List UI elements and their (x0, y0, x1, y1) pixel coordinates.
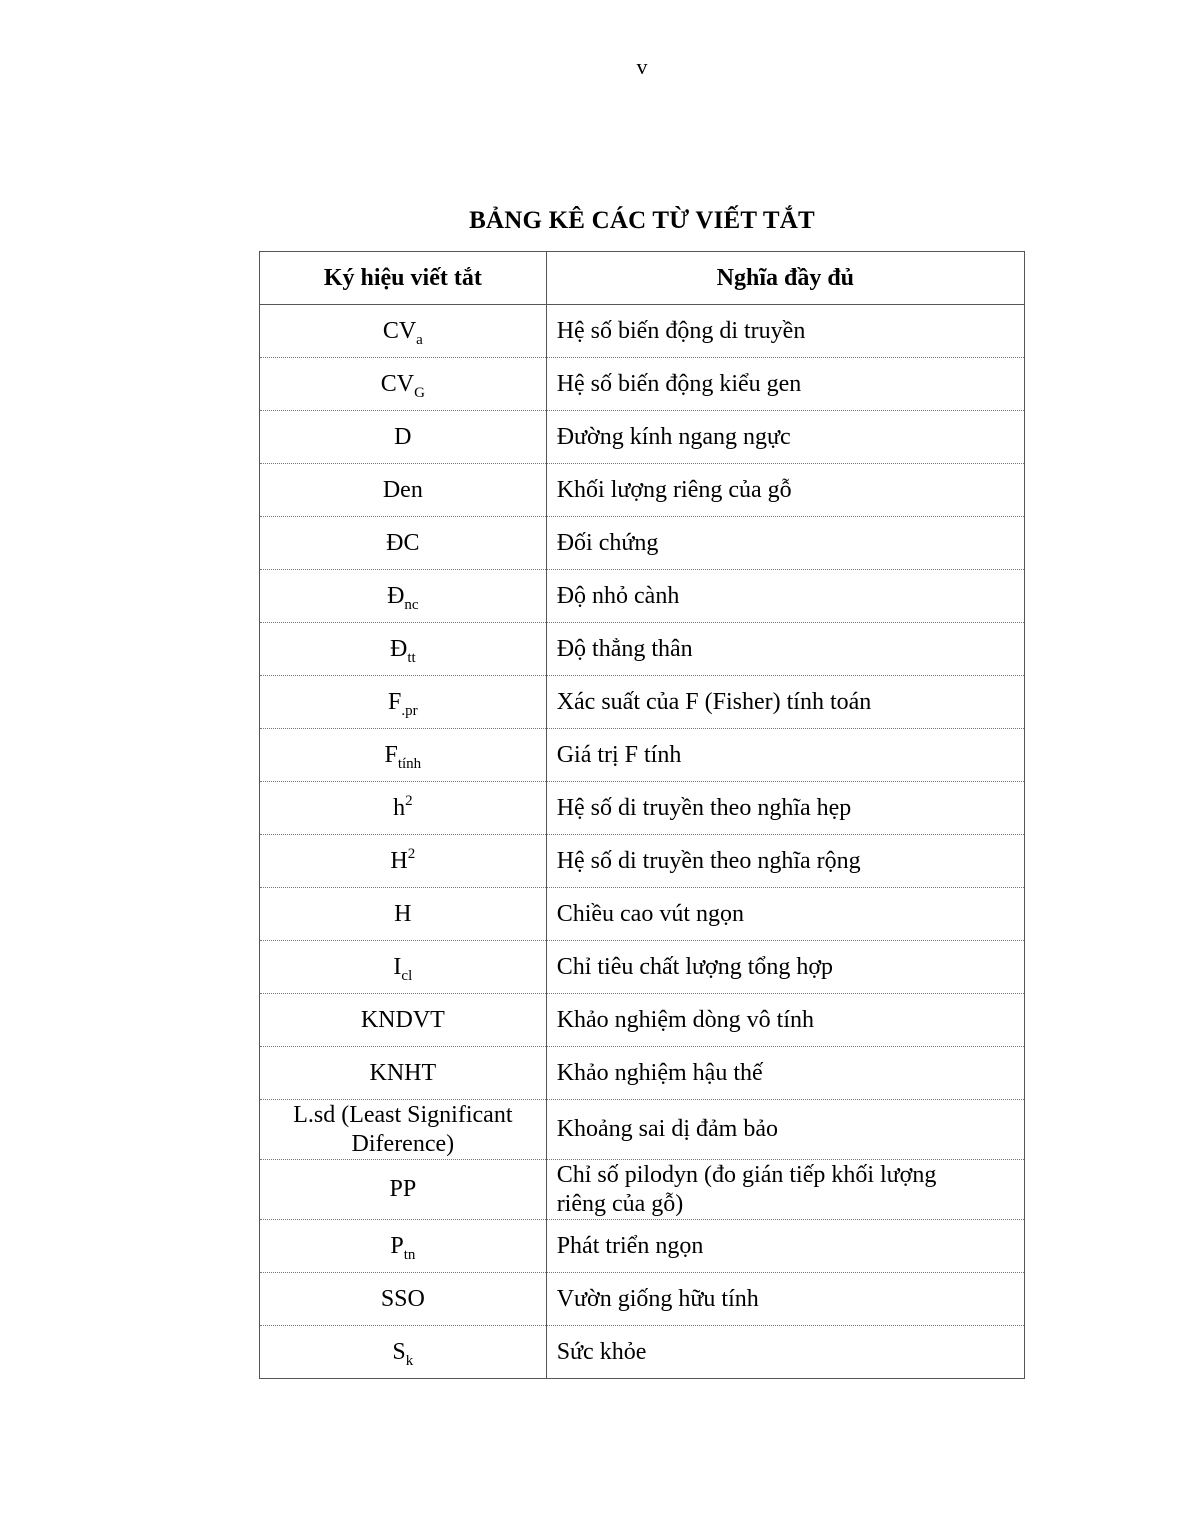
meaning-cell: Vườn giống hữu tính (546, 1273, 1024, 1326)
abbreviation-cell (260, 888, 547, 941)
table-row (260, 888, 1025, 941)
table-header-row (260, 252, 1025, 305)
abbreviation-cell (260, 729, 547, 782)
abbreviation-cell (260, 676, 547, 729)
abbreviation-cell (260, 782, 547, 835)
abbreviation-subscript: G (414, 384, 425, 401)
table-row (260, 305, 1025, 358)
meaning-cell: Phát triển ngọn (546, 1220, 1024, 1273)
table-row (260, 1047, 1025, 1100)
meaning-cell: Khảo nghiệm hậu thế (546, 1047, 1024, 1100)
abbreviation-subscript: tính (397, 755, 422, 772)
meaning-cell: Hệ số di truyền theo nghĩa rộng (546, 835, 1024, 888)
abbreviation-cell (260, 411, 547, 464)
abbreviation-symbol: KNHT (369, 1059, 437, 1086)
abbreviation-cell (260, 1220, 547, 1273)
meaning-cell: Hệ số biến động di truyền (546, 305, 1024, 358)
table-row (260, 570, 1025, 623)
abbreviation-subscript: tt (407, 649, 416, 666)
meaning-cell: Chiều cao vút ngọn (546, 888, 1024, 941)
abbreviation-symbol: F (388, 688, 402, 715)
meaning-cell: Khảo nghiệm dòng vô tính (546, 994, 1024, 1047)
header-abbreviation: Ký hiệu viết tắt (260, 252, 547, 305)
abbreviation-cell (260, 941, 547, 994)
abbreviation-cell (260, 570, 547, 623)
abbreviation-subscript: tn (403, 1246, 416, 1263)
table-row (260, 1273, 1025, 1326)
table-row (260, 1220, 1025, 1273)
abbreviation-symbol: KNDVT (360, 1006, 445, 1033)
table-row (260, 1326, 1025, 1379)
table-row (260, 782, 1025, 835)
meaning-cell: Đối chứng (546, 517, 1024, 570)
page-title: BẢNG KÊ CÁC TỪ VIẾT TẮT (469, 207, 815, 234)
abbreviation-symbol: Đ (390, 635, 408, 662)
meaning-cell: Chỉ số pilodyn (đo gián tiếp khối lượng riêng của gỗ) (546, 1160, 1024, 1220)
table-row (260, 358, 1025, 411)
abbreviation-cell (260, 464, 547, 517)
meaning-cell: Hệ số biến động kiểu gen (546, 358, 1024, 411)
abbreviation-superscript: 2 (407, 845, 416, 862)
table-row (260, 676, 1025, 729)
abbreviation-cell (260, 1047, 547, 1100)
abbreviation-symbol: F (384, 741, 398, 768)
meaning-cell: Khối lượng riêng của gỗ (546, 464, 1024, 517)
abbreviation-cell (260, 835, 547, 888)
abbreviation-subscript: a (416, 331, 423, 348)
abbreviation-cell (260, 994, 547, 1047)
page-number: v (636, 54, 648, 79)
abbreviation-cell (260, 1326, 547, 1379)
abbreviation-subscript: cl (401, 967, 413, 984)
abbreviation-symbol: Đ (387, 582, 405, 609)
abbreviation-symbol: Den (382, 476, 423, 503)
table-row (260, 835, 1025, 888)
meaning-cell: Giá trị F tính (546, 729, 1024, 782)
meaning-cell: Khoảng sai dị đảm bảo (546, 1100, 1024, 1160)
abbreviation-subscript: .pr (401, 702, 418, 719)
table-row (260, 517, 1025, 570)
meaning-cell: Độ nhỏ cành (546, 570, 1024, 623)
abbreviation-symbol: SSO (380, 1285, 425, 1312)
meaning-cell: Xác suất của F (Fisher) tính toán (546, 676, 1024, 729)
table-row (260, 623, 1025, 676)
table-row (260, 1160, 1025, 1220)
abbreviation-symbol: h (393, 794, 406, 821)
abbreviation-subscript: nc (404, 596, 419, 613)
abbreviation-symbol: L.sd (Least Significant Diference) (293, 1101, 513, 1157)
table-row (260, 464, 1025, 517)
abbreviation-symbol: PP (389, 1176, 417, 1202)
meaning-cell: Chỉ tiêu chất lượng tổng hợp (546, 941, 1024, 994)
meaning-cell: Hệ số di truyền theo nghĩa hẹp (546, 782, 1024, 835)
table-row (260, 941, 1025, 994)
header-meaning: Nghĩa đầy đủ (546, 252, 1024, 305)
abbreviation-cell (260, 623, 547, 676)
abbreviation-symbol: H (394, 900, 412, 927)
table-row (260, 1100, 1025, 1160)
abbreviation-symbol: I (393, 953, 402, 980)
abbreviation-symbol: P (390, 1232, 404, 1259)
abbreviation-cell (260, 305, 547, 358)
abbreviation-symbol: S (392, 1338, 406, 1365)
abbreviation-symbol: CV (382, 317, 417, 344)
table-body (260, 305, 1025, 1379)
abbreviation-subscript: k (405, 1352, 414, 1369)
table-row (260, 411, 1025, 464)
abbreviation-symbol: D (394, 423, 412, 450)
meaning-cell: Sức khỏe (556, 1338, 647, 1365)
abbreviation-cell (260, 517, 547, 570)
table-row (260, 994, 1025, 1047)
abbreviation-symbol: CV (380, 370, 415, 397)
table-row (260, 729, 1025, 782)
abbreviation-cell (260, 1100, 547, 1160)
abbreviation-symbol: ĐC (386, 529, 420, 556)
meaning-cell: Độ thẳng thân (546, 623, 1024, 676)
abbreviation-table (259, 251, 1025, 1379)
abbreviation-cell (260, 358, 547, 411)
abbreviation-cell (260, 1273, 547, 1326)
abbreviation-cell (260, 1160, 547, 1220)
abbreviation-symbol: H (390, 847, 408, 874)
abbreviation-superscript: 2 (405, 792, 413, 809)
meaning-cell: Đường kính ngang ngực (546, 411, 1024, 464)
